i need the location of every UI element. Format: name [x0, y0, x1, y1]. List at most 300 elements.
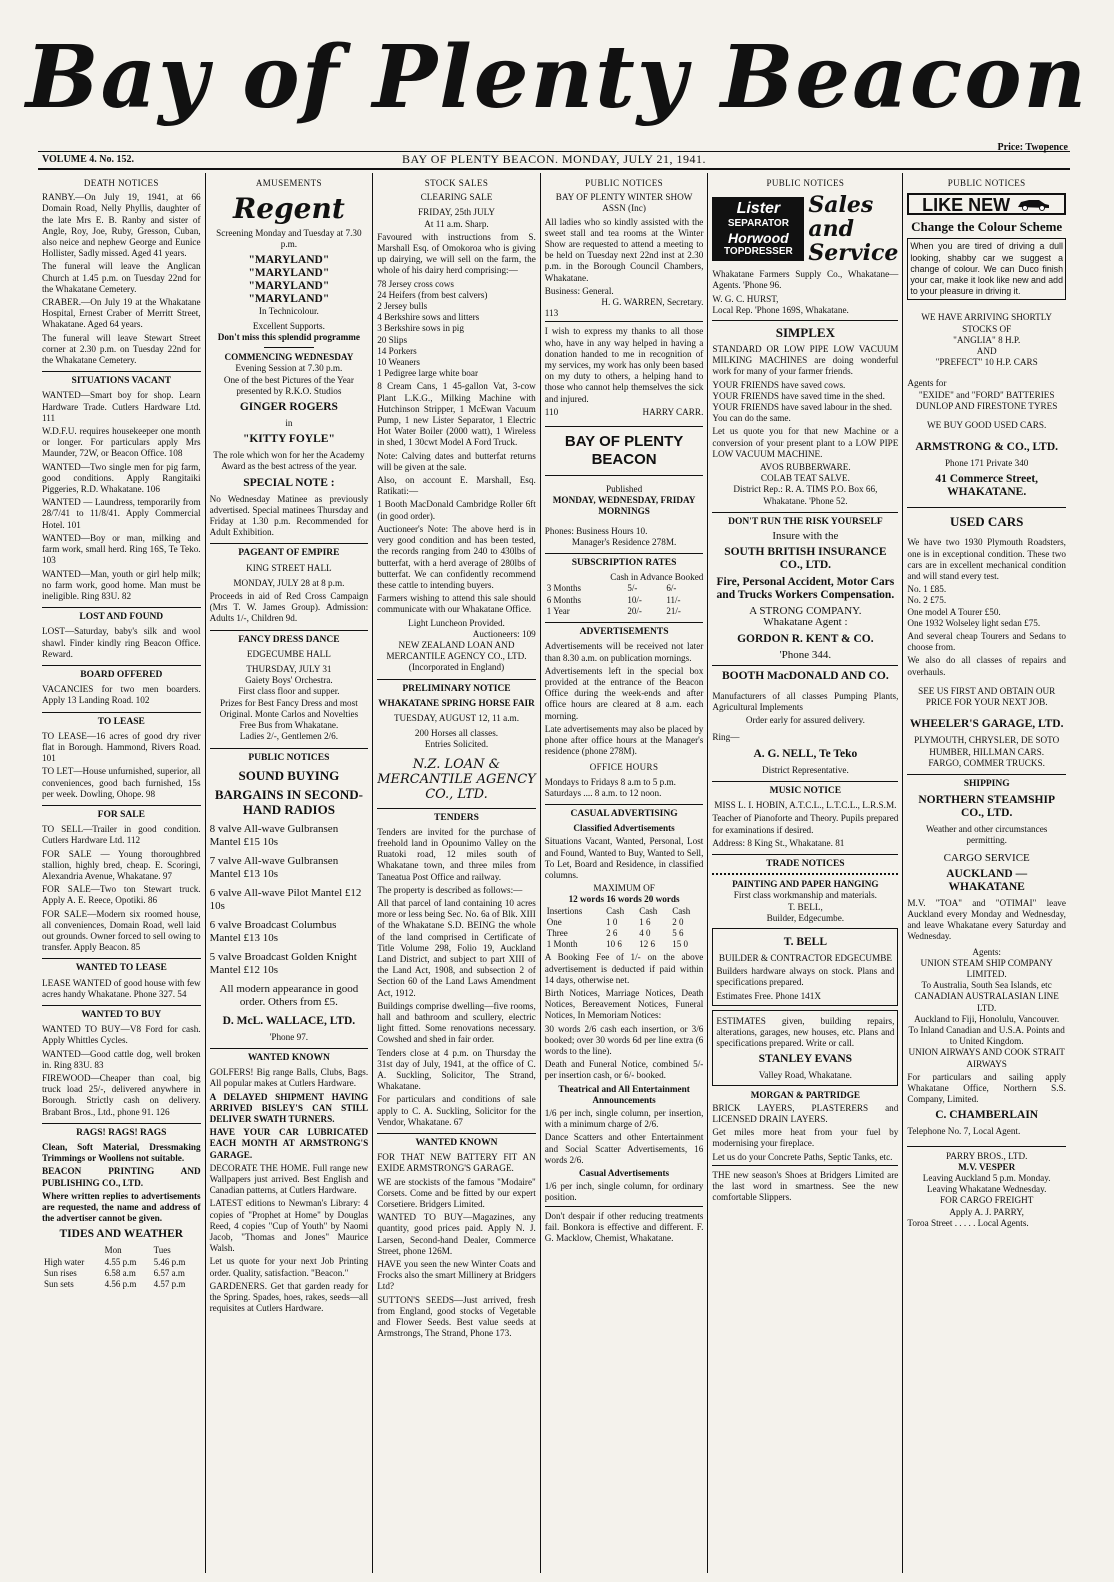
- lister-brand: Lister: [736, 200, 781, 218]
- casual-ads-rates: 1/6 per inch, single column, for ordinary position.: [544, 1181, 704, 1203]
- stock-item: 3 Berkshire sows in pig: [377, 323, 464, 334]
- ins-cell: 12 6: [639, 939, 655, 950]
- tbell-text: Builders hardware always on stock. Plans and specifications prepared.: [716, 966, 895, 988]
- evans-box: [712, 1010, 898, 1086]
- dateline: BAY OF PLENTY BEACON. MONDAY, JULY 21, 1941.: [401, 152, 707, 166]
- tbell-box: [712, 928, 898, 1006]
- sale-note: Note: Calving dates and butterfat returns will be given at the sale.: [377, 450, 536, 472]
- ad-lost1: LOST—Saturday, baby's silk and wool shawl. Finder kindly ring Beacon Office. Reward.: [42, 626, 201, 659]
- ad-wlease1: LEASE WANTED of good house with few acres handy Whakatane. Phone 327. 54: [42, 977, 201, 999]
- ins-cell: Cash: [639, 905, 658, 916]
- winter-show-text: All ladies who so kindly assisted with the sweet stall and tea rooms at the Winter Show are requested to attend a meeting to be held on Tuesday next 22nd inst at 2.30 p.m. in the Borough Council Chambers, Whakatane.: [544, 216, 704, 283]
- agents-label: Agents:: [972, 946, 1001, 957]
- northern-steamship: NORTHERN STEAMSHIP CO., LTD.: [918, 794, 1055, 820]
- union-steam: UNION STEAM SHIP COMPANY LIMITED.: [920, 957, 1053, 979]
- stock-item: 4 Berkshire sows and litters: [377, 312, 480, 323]
- rate-cell: 5/-: [627, 583, 638, 594]
- rate-cell: 6 Months: [546, 594, 582, 605]
- chamberlain-phone: Telephone No. 7, Local Agent.: [907, 1126, 1021, 1137]
- death-notices-heading: DEATH NOTICES: [83, 178, 159, 188]
- ad-lubricated: HAVE YOUR CAR LUBRICATED EACH MONTH AT ARMSTRONG'S GARAGE.: [209, 1127, 369, 1160]
- morgan-partridge: MORGAN & PARTRIDGE: [750, 1089, 860, 1100]
- auctioneers-label: Auctioneers: 109: [472, 628, 536, 639]
- wheeler-trucks: FARGO, COMMER TRUCKS.: [928, 757, 1045, 768]
- beacon-printing: BEACON PRINTING AND PUBLISHING CO., LTD.: [42, 1166, 201, 1188]
- ins-cell: 5 6: [672, 927, 684, 938]
- pageant-proceeds: Proceeds in aid of Red Cross Campaign (Mrs T. W. James Group). Admission: Adults 1/-, Children 9d.: [209, 591, 369, 624]
- sailing-particulars: For particulars and sailing apply Whakatane Office, Northern S.S. Company, Limited.: [907, 1071, 1066, 1105]
- friends-labour: YOUR FRIENDS have saved labour in the shed.: [712, 402, 893, 413]
- stock-item: 24 Heifers (from best calvers): [377, 289, 488, 300]
- inland-route: To Inland Canadian and U.S.A. Points and to United Kingdom.: [908, 1024, 1065, 1047]
- islands: To Australia, South Sea Islands, etc: [921, 980, 1052, 991]
- situations-heading: SITUATIONS VACANT: [42, 371, 201, 387]
- to-lease-heading: TO LEASE: [42, 712, 201, 728]
- parry-apply: Apply A. J. PARRY,: [949, 1206, 1024, 1217]
- ad-sale1: TO SELL—Trailer in good condition. Cutlers Hardware Ltd. 112: [42, 824, 201, 846]
- rate-cell: 10/-: [627, 594, 642, 605]
- rags-text: Clean, Soft Material, Dressmaking Trimmings or Woollens not suitable.: [42, 1142, 201, 1164]
- replies-note: Where written replies to advertisements are requested, the name and address of the advertiser cannot be given.: [42, 1190, 201, 1224]
- lister-logo: [712, 197, 804, 261]
- lister-ad: [712, 193, 898, 265]
- ad-sit3: WANTED—Two single men for pig farm, good conditions. Apply Rangitaiki Piggeries, R.D. Whakatane. 106: [42, 461, 201, 495]
- tbell-name: T. BELL: [783, 935, 827, 948]
- beacon-banner: BAY OF PLENTY BEACON: [545, 426, 704, 476]
- ad-sit4: WANTED — Laundress, temporarily from 28/7/41 to 11/8/41. Apply Commercial Hotel. 101: [42, 497, 201, 530]
- rate-cell: 3 Months: [546, 583, 582, 594]
- car-no1: No. 1 £85.: [907, 584, 947, 595]
- carr-sign: [545, 407, 704, 418]
- avos: AVOS RUBBERWARE.: [760, 462, 851, 473]
- classified-text: Situations Vacant, Wanted, Personal, Lost and Found, Wanted to Buy, Wanted to Sell, To Let, Board and Residence, in classified columns.: [544, 836, 704, 880]
- repairs: We also do all classes of repairs and overhauls.: [907, 655, 1066, 677]
- sale-favoured: Favoured with instructions from S. Marshall Esq. of Omokoroa who is giving up dairying, we will sell on the farm, the whole of his dairy herd comprising:—: [377, 231, 536, 276]
- wanted-buy-heading: WANTED TO BUY: [42, 1005, 201, 1021]
- ins-cell: Three: [546, 927, 568, 938]
- ins-cell: 10 6: [606, 939, 622, 950]
- dance-rates: Dance Scatters and other Entertainment and Social Scatter Advertisements, 16 words 2/6.: [544, 1132, 704, 1165]
- wheeler-name: WHEELER'S GARAGE, LTD.: [909, 718, 1064, 731]
- ad-sit6: WANTED—Man, youth or girl help milk; no farm work, good home. Man must be ineligible. Ring 83U. 82: [42, 568, 201, 601]
- notice-ranby-funeral: The funeral will leave the Anglican Church at 1.45 p.m. on Tuesday 22nd for the Whakatane Cemetery.: [42, 261, 201, 294]
- words-label: 12 words 16 words 20 words: [568, 894, 680, 905]
- tenders-property: The property is described as follows:—: [377, 884, 523, 895]
- painting-heading: PAINTING AND PAPER HANGING: [712, 873, 898, 890]
- orchestra: Gaiety Boys' Orchestra.: [245, 675, 333, 686]
- clearing-sale: CLEARING SALE: [420, 192, 493, 203]
- car-no2: No. 2 £75.: [907, 595, 947, 606]
- south-british: SOUTH BRITISH INSURANCE CO., LTD.: [724, 546, 887, 572]
- tides-heading: TIDES AND WEATHER: [59, 1228, 184, 1241]
- tides-table: [42, 1245, 201, 1290]
- special-text: No Wednesday Matinee as previously advertised. Special matinees Thursday and Friday at 1.30 p.m. Recommended for Adult Exhibition.: [209, 493, 369, 538]
- ad-shoes: THE new season's Shoes at Bridgers Limited are the last word in smartness. See the new comfortable Slippers.: [712, 1165, 898, 1204]
- in-label: in: [285, 418, 293, 429]
- colour-scheme: Change the Colour Scheme: [911, 219, 1063, 235]
- classified-heading: Classified Advertisements: [573, 823, 675, 834]
- booth-manufacturers: Manufacturers of all classes Pumping Plants, Agricultural Implements: [712, 690, 899, 713]
- bell-name: T. BELL,: [787, 901, 823, 912]
- armstrong-phone: Phone 171 Private 340: [944, 458, 1029, 469]
- office-weekdays: Mondays to Fridays 8 a.m to 5 p.m.: [544, 776, 676, 787]
- exide-ford: "EXIDE" and "FORD" BATTERIES: [918, 389, 1055, 400]
- ad-magazines: WANTED TO BUY—Magazines, any quantity, good prices paid. Apply N. J. Larsen, Second-hand Dealer, Commerce Street, phone 126M.: [377, 1212, 536, 1256]
- nz-loan-logo: N.Z. LOAN & MERCANTILE AGENCY CO., LTD.: [377, 756, 536, 802]
- trade-notices-heading: TRADE NOTICES: [712, 854, 898, 870]
- ins-cell: 1 0: [606, 916, 618, 927]
- farmers-attend: Farmers wishing to attend this sale should communicate with our Whakatane Office.: [377, 593, 536, 615]
- sound-buying: SOUND BUYING: [238, 767, 340, 783]
- subscription-heading: SUBSCRIPTION RATES: [545, 553, 704, 569]
- casual-heading: CASUAL ADVERTISING: [545, 804, 704, 820]
- divider: [264, 347, 314, 348]
- rate-cell: 11/-: [666, 594, 681, 605]
- columns: [38, 173, 1070, 1573]
- ins-cell: Insertions: [546, 905, 583, 916]
- theatrical-heading: Theatrical and All Entertainment Announcements: [558, 1083, 690, 1105]
- wanted-known-heading: WANTED KNOWN: [377, 1133, 536, 1149]
- wheeler-makes: PLYMOUTH, CHRYSLER, DE SOTO HUMBER, HILLMAN CARS.: [914, 735, 1060, 757]
- radio-item: 7 valve All-wave Gulbransen Mantel £13 10s: [209, 854, 339, 880]
- masthead-title: Bay of Plenty Beacon: [25, 27, 1089, 128]
- rate-cell: 20/-: [627, 605, 642, 616]
- king-street-hall: KING STREET HALL: [246, 562, 332, 573]
- tenders-parcel: All that parcel of land containing 10 acres more or less being Sec. No. 6a of Blk. XIII of the Whakatane S.D. BEING the whole of the land comprised in Certificate of Title Volume 298, Folio 19, Auckland Land District, and subject to part XIII of the Land Act, 1908, and subsection 2 of Section 60 of the Land Laws Amendment Act, 1912.: [377, 897, 536, 998]
- ad-golfers: GOLFERS! Big range Balls, Clubs, Bags. All popular makes at Cutlers Hardware.: [209, 1067, 369, 1089]
- column-3: [372, 173, 540, 1573]
- car-wolseley: One 1932 Wolseley light sedan £75.: [907, 617, 1041, 628]
- wallace-name: D. McL. WALLACE, LTD.: [222, 1014, 356, 1027]
- regent-logo: Regent: [233, 192, 345, 226]
- sale-equipment: 8 Cream Cans, 1 45-gallon Vat, 3-cow Plant L.K.G., Milking Machine with Hutchinson Stripper, 1 McEwan Vacuum Pump, 1 new Lister Separator, 1 Electric Hot Water Boiler (2000 watt), 1 Wireless in shed, 1 30cwt Model A Ford Truck.: [377, 381, 536, 448]
- notice-ranby: RANBY.—On July 19, 1941, at 66 Domain Road, Nelly Phyllis, daughter of the late Mrs E. B. Ranby and sister of Angle, Roy, Joe, Ruby, Gresson, Cuban, also neice and nephew George and Eunice Hollister, Sadly missed. Aged 41 years.: [42, 192, 201, 259]
- ring-label: Ring—: [712, 732, 740, 743]
- radio-item: 8 valve All-wave Gulbransen Mantel £15 10s: [209, 822, 339, 848]
- ad-decorate: DECORATE THE HOME. Full range new Wallpapers just arrived. Best English and Canadian patterns, at Cutlers Hardware.: [209, 1162, 369, 1196]
- kitty-foyle: "KITTY FOYLE": [242, 433, 335, 446]
- ad-wbuy2: WANTED—Good cattle dog, well broken in. Ring 83U. 83: [42, 1048, 201, 1070]
- ad-sit2: W.D.F.U. requires housekeeper one month or longer. For particulars apply Mrs Maunder, 72W, or Beacon Office. 108: [42, 426, 201, 459]
- public-notices-heading: PUBLIC NOTICES: [947, 178, 1026, 188]
- tides-cell: 4.55 p.m: [104, 1256, 137, 1267]
- vesper-schedule: Leaving Auckland 5 p.m. Monday. Leaving Whakatane Wednesday.: [922, 1172, 1051, 1195]
- fiji-route: Auckland to Fiji, Honolulu, Vancouver.: [914, 1013, 1060, 1024]
- horse-fair: WHAKATANE SPRING HORSE FAIR: [378, 697, 535, 708]
- publishing-days: MONDAY, WEDNESDAY, FRIDAY MORNINGS: [552, 495, 696, 517]
- cargo-service: CARGO SERVICE: [943, 851, 1030, 864]
- ins-cell: 15 0: [672, 939, 689, 950]
- warren-number: 113: [544, 308, 559, 319]
- office-saturdays: Saturdays .... 8 a.m. to 12 noon.: [544, 787, 662, 798]
- maximum-label: MAXIMUM OF: [593, 883, 655, 894]
- kent-name: GORDON R. KENT & CO.: [737, 632, 874, 645]
- maryland-title: "MARYLAND": [248, 253, 330, 266]
- parry-bros: PARRY BROS., LTD.: [907, 1146, 1066, 1162]
- stock-item: 2 Jersey bulls: [377, 301, 428, 312]
- ad-printing: Let us quote for your next Job Printing order. Quality, satisfaction. "Beacon.": [209, 1256, 369, 1278]
- notice-craber-funeral: The funeral will leave Stewart Street corner at 2.30 p.m. on Tuesday 22nd for the Whakatane Cemetery.: [42, 332, 201, 366]
- board-heading: BOARD OFFERED: [42, 665, 201, 681]
- technicolour: In Technicolour.: [258, 305, 319, 316]
- advertisements-heading: ADVERTISEMENTS: [545, 622, 704, 638]
- hobin-teacher: Teacher of Pianoforte and Theory. Pupils prepared for examinations if desired.: [712, 813, 899, 835]
- sale-also: Also, on account E. Marshall, Esq. Ratikati:—: [377, 475, 536, 497]
- nell-rep: District Representative.: [762, 764, 849, 775]
- lost-heading: LOST AND FOUND: [42, 607, 201, 623]
- car-tourer: One model A Tourer £50.: [907, 606, 1001, 617]
- nell-name: A. G. NELL, Te Teko: [753, 747, 858, 760]
- kitty-desc: The role which won for her the Academy Award as the best actress of the year.: [213, 450, 365, 472]
- commencing: COMMENCING WEDNESDAY: [224, 352, 354, 363]
- and-label: AND: [976, 346, 997, 357]
- ad-board1: VACANCIES for two men boarders. Apply 13 Landing Road. 102: [42, 684, 201, 706]
- mv-vesper: M.V. VESPER: [958, 1161, 1016, 1172]
- fancy-dress-heading: FANCY DRESS DANCE: [210, 630, 369, 646]
- we-buy: WE BUY GOOD USED CARS.: [926, 420, 1047, 431]
- special-note: SPECIAL NOTE :: [243, 476, 335, 489]
- rate-cell: 21/-: [666, 605, 681, 616]
- radio-note: All modern appearance in good order. Others from £5.: [219, 982, 359, 1008]
- stock-sales-heading: STOCK SALES: [424, 178, 489, 188]
- luncheon: Light Luncheon Provided.: [408, 617, 505, 628]
- maryland-title: "MARYLAND": [248, 279, 330, 292]
- hobin-name: MISS L. I. HOBIN, A.T.C.L., L.T.C.L., L.R.S.M.: [714, 800, 897, 811]
- radio-item: 6 valve All-wave Pilot Mantel £12 10s: [209, 886, 362, 912]
- friends-time: YOUR FRIENDS have saved time in the shed.: [712, 390, 885, 401]
- tides-cell: 6.57 a.m: [153, 1267, 185, 1278]
- colour-text: When you are tired of driving a dull looking, shabby car we suggest a change of colour. We can Duco finish your car, make it look like new and add to your pleasure in driving it.: [907, 238, 1066, 300]
- hurst-name: W. G. C. HURST,: [712, 293, 779, 304]
- ad-seeds: SUTTON'S SEEDS—Just arrived, fresh from England, good stocks of Vegetable and Flower Seeds. Best value seeds at Armstrongs, The Strand, Phone 173.: [377, 1294, 536, 1339]
- ad-wbuy1: WANTED TO BUY—V8 Ford for cash. Apply Whittles Cycles.: [42, 1024, 201, 1046]
- bell-location: Builder, Edgecumbe.: [766, 912, 845, 923]
- nz-loan-name: NEW ZEALAND LOAN AND MERCANTILE AGENCY CO., LTD. (Incorporated in England): [386, 639, 527, 673]
- risk-heading: DON'T RUN THE RISK YOURSELF: [712, 512, 898, 528]
- ads-rule2: Advertisements left in the special box provided at the entrance of the Beacon Office during the week-ends and after office hours are cleared at 8 a.m. each morning.: [544, 665, 704, 721]
- insure-with: Insure with the: [772, 530, 839, 543]
- evans-text: ESTIMATES given, building repairs, alterations, garages, new houses, etc. Plans and specifications prepared. Write or call.: [716, 1015, 895, 1049]
- info-bar: [38, 151, 1070, 170]
- supports: Excellent Supports.: [252, 320, 325, 331]
- dance-date: THURSDAY, JULY 31: [246, 664, 332, 675]
- arriving: WE HAVE ARRIVING SHORTLY STOCKS OF: [921, 312, 1053, 334]
- evening-session: Evening Session at 7.30 p.m.: [235, 363, 343, 374]
- union-airways: UNION AIRWAYS AND COOK STRAIT AIRWAYS: [908, 1047, 1065, 1069]
- thanks-text: I wish to express my thanks to all those who, have in any way helped in having a donation handed to me in recognition of my services, my work has only been based on my duty to others, a helping hand to those who cannot help themselves the sick and injured.: [545, 321, 704, 404]
- free-bus: Free Bus from Whakatane.: [239, 720, 339, 731]
- for-sale-heading: FOR SALE: [42, 805, 201, 821]
- booking-fee: A Booking Fee of 1/- on the above advertisement is deducted if paid within 14 days, otherwise net.: [544, 952, 704, 985]
- evans-address: Valley Road, Whakatane.: [758, 1070, 852, 1081]
- pageant-heading: PAGEANT OF EMPIRE: [210, 543, 369, 559]
- evans-name: STANLEY EVANS: [758, 1053, 853, 1066]
- sales-service-slogan: Sales and Service: [808, 192, 899, 267]
- ins-cell: 4 0: [639, 927, 651, 938]
- tides-cell: 4.56 p.m: [104, 1279, 137, 1290]
- ads-rule1: Advertisements will be received not later than 8.30 a.m. on publication mornings.: [544, 641, 704, 663]
- radio-item: 5 valve Broadcast Golden Knight Mantel £12 10s: [209, 950, 357, 976]
- preliminary-notice: PRELIMINARY NOTICE: [377, 679, 536, 695]
- ins-cell: 1 6: [639, 916, 651, 927]
- ad-sit1: WANTED—Smart boy for shop. Learn Hardware Trade. Cutlers Hardware Ltd. 111: [42, 390, 201, 423]
- like-new-banner: [907, 193, 1066, 215]
- column-6: [902, 173, 1070, 1573]
- admission: Ladies 2/-, Gentlemen 2/6.: [239, 731, 338, 742]
- simplex-heading: SIMPLEX: [712, 320, 898, 340]
- phones-manager: Manager's Residence 278M.: [571, 536, 677, 547]
- cash-booked: Cash in Advance Booked: [610, 572, 704, 583]
- rags-heading: RAGS! RAGS! RAGS: [42, 1123, 201, 1139]
- see-us: SEE US FIRST AND OBTAIN OUR PRICE FOR YOUR NEXT JOB.: [918, 685, 1056, 708]
- horwood-brand: Horwood: [728, 230, 789, 247]
- published-label: Published: [605, 484, 643, 495]
- agents-for: Agents for: [907, 378, 947, 389]
- screening-text: Screening Monday and Tuesday at 7.30 p.m.: [216, 228, 362, 250]
- dunlop: DUNLOP AND FIRESTONE TYRES: [915, 400, 1058, 411]
- sale-roller: 1 Booth MacDonald Cambridge Roller 6ft (in good order).: [377, 499, 536, 521]
- heat-text: Get miles more heat from your fuel by modernising your fireplace.: [712, 1127, 899, 1149]
- ins-cell: 2 0: [672, 916, 684, 927]
- column-1: [38, 173, 205, 1573]
- car-icon: [1015, 195, 1051, 215]
- strong-company: A STRONG COMPANY.: [749, 605, 862, 618]
- dont-miss: Don't miss this splendid programme: [217, 332, 361, 343]
- canadian-line: CANADIAN AUSTRALASIAN LINE LTD.: [914, 991, 1059, 1013]
- subscription-table: [545, 583, 704, 617]
- auckland-whakatane: AUCKLAND — WHAKATANE: [946, 867, 1028, 893]
- ins-cell: 2 6: [606, 927, 618, 938]
- whakatane-agent: Whakatane Agent :: [763, 616, 848, 629]
- death-rates: Death and Funeral Notice, combined 5/- per insertion cash, or 6/- booked.: [544, 1059, 704, 1081]
- farmers-supply: Whakatane Farmers Supply Co., Whakatane—Agents. 'Phone 96.: [712, 269, 899, 291]
- column-4: [540, 173, 708, 1573]
- business-general: Business: General.: [544, 285, 614, 296]
- booth-macdonald: BOOTH MacDONALD AND CO.: [712, 665, 898, 683]
- colab: COLAB TEAT SALVE.: [760, 473, 850, 484]
- rate-cell: 1 Year: [546, 605, 570, 616]
- stock-item: 14 Porkers: [377, 345, 417, 356]
- anglia: "ANGLIA" 8 H.P.: [953, 334, 1021, 345]
- stock-list: [377, 279, 536, 380]
- used-cars-heading: USED CARS: [907, 507, 1066, 529]
- carr-name: HARRY CARR.: [642, 406, 704, 417]
- tides-row-label: High water: [44, 1256, 85, 1267]
- booth-order: Order early for assured delivery.: [745, 715, 865, 726]
- tbell-estimates: Estimates Free. Phone 141X: [716, 990, 821, 1001]
- stock-item: 20 Slips: [377, 334, 408, 345]
- armstrong-address: 41 Commerce Street, WHAKATANE.: [935, 473, 1039, 499]
- tenders-heading: TENDERS: [377, 808, 536, 824]
- auctioneers-note: Auctioneer's Note: The above herd is in very good condition and has been tested, the records ranging from 240 to 430lbs of butterfat, with a herd average of 280lbs of butterfat. We can confidently recommend these cattle to intending buyers.: [377, 523, 536, 590]
- kent-phone: 'Phone 344.: [779, 648, 832, 661]
- plymouth-text: We have two 1930 Plymouth Roadsters, one is in exceptional condition. These two cars are in excellent mechanical condition and will stand every test.: [907, 537, 1066, 582]
- ad-sale3: FOR SALE—Two ton Stewart truck. Apply A. E. Reece, Opotiki. 86: [42, 884, 201, 906]
- painting-text: First class workmanship and materials.: [733, 890, 877, 901]
- edgecumbe-hall: EDGECUMBE HALL: [246, 648, 331, 659]
- prefect: "PREFECT" 10 H.P. CARS: [935, 357, 1038, 368]
- ads-rule3: Late advertisements may also be placed by phone after office hours at the Manager's residence (phone 278M).: [544, 723, 704, 757]
- several-cheap: And several cheap Tourers and Sedans to choose from.: [907, 631, 1066, 653]
- horse-fair-date: TUESDAY, AUGUST 12, 11 a.m.: [393, 712, 520, 723]
- public-notices-heading: PUBLIC NOTICES: [210, 748, 369, 764]
- stock-item: 78 Jersey cross cows: [377, 278, 454, 289]
- tenders-buildings: Buildings comprise dwelling—five rooms, hall and bathroom and scullery, electric light fitted. Some renovations necessary. Cowshed and shed in fair order.: [377, 1000, 536, 1045]
- ins-cell: Cash: [672, 905, 691, 916]
- price-label: Price: Twopence: [997, 142, 1068, 153]
- cargo-freight: FOR CARGO FREIGHT: [939, 1195, 1034, 1206]
- radio-list: [210, 823, 369, 1009]
- casual-ads-heading: Casual Advertisements: [579, 1168, 670, 1179]
- ad-wbuy3: FIREWOOD—Cheaper than coal, big truck load 25/-, delivered anywhere in Borough. Strictly cash on delivery. Brabant Bros., Ltd., phone 91. 126: [42, 1073, 201, 1117]
- horse-count: 200 Horses all classes.: [414, 728, 499, 739]
- friends-cows: YOUR FRIENDS have saved cows.: [712, 379, 846, 390]
- music-heading: MUSIC NOTICE: [712, 781, 898, 797]
- maryland-title: "MARYLAND": [248, 266, 330, 279]
- lister-separator: SEPARATOR: [727, 218, 789, 230]
- like-new-text: LIKE NEW: [922, 195, 1011, 216]
- toroa-street: Toroa Street . . . . . Local Agents.: [907, 1217, 1029, 1228]
- ins-cell: 1 Month: [546, 939, 578, 950]
- ad-sale2: FOR SALE — Young thoroughbred stallion, highly bred, cheap. E. Scoringi, Alexandria Avenue, Whakatane. 97: [42, 848, 201, 881]
- office-hours-heading: OFFICE HOURS: [589, 762, 659, 773]
- shipping-heading: SHIPPING: [907, 774, 1066, 790]
- ginger-rogers: GINGER ROGERS: [239, 401, 338, 414]
- simplex-quote: Let us quote you for that new Machine or a conversion of your present plant to a LOW PIPE LOW VACUUM MACHINE.: [712, 426, 899, 459]
- phones-business: Phones: Business Hours 10.: [544, 525, 648, 536]
- can-do: You can do the same.: [712, 413, 791, 424]
- theatrical-rates: 1/6 per inch, single column, per insertion, with a minimum charge of 2/6.: [544, 1108, 704, 1130]
- insurance-types: Fire, Personal Accident, Motor Cars and Trucks Workers Compensation.: [716, 576, 895, 602]
- amusements-heading: AMUSEMENTS: [255, 178, 322, 188]
- birth-notices: Birth Notices, Marriage Notices, Death Notices, Bereavement Notices, Funeral Notices, In Memoriam Notices:: [544, 987, 704, 1021]
- ins-cell: Cash: [606, 905, 625, 916]
- insertion-table: [545, 906, 704, 951]
- notice-craber: CRABER.—On July 19 at the Whakatane Hospital, Ernest Craber of Merritt Street, Whakatane. Aged 64 years.: [42, 297, 201, 330]
- ad-bonkora: Don't despair if other reducing treatments fail. Bonkora is effective and different. F. G. Macklow, Chemist, Whakatane.: [545, 1206, 704, 1245]
- warren-sign: H. G. WARREN, Secretary.: [601, 297, 704, 308]
- tides-cell: 6.58 a.m: [104, 1267, 136, 1278]
- ad-lease1: TO LEASE—16 acres of good dry river flat in Borough. Hammond, Rivers Road. 101: [42, 730, 201, 764]
- ad-corsets: WE are stockists of the famous "Modaire" Corsets. Come and be fitted by our expert Corsetiere. Bridgers Limited.: [377, 1176, 536, 1210]
- sale-time: At 11 a.m. Sharp.: [424, 218, 489, 229]
- tbell-title: BUILDER & CONTRACTOR EDGECUMBE: [718, 952, 892, 963]
- ad-gardeners: GARDENERS. Get that garden ready for the Spring. Spades, hoes, rakes, seeds—all requisites at Cutlers Hardware.: [209, 1280, 369, 1314]
- tims-rep: District Rep.: R. A. TIMS P.O. Box 66, Whakatane. 'Phone 52.: [733, 484, 878, 506]
- tides-row-label: Sun sets: [44, 1279, 74, 1290]
- best-pictures: One of the best Pictures of the Year presented by R.K.O. Studios: [223, 374, 354, 396]
- ad-battery: FOR THAT NEW BATTERY FIT AN EXIDE ARMSTRONG'S GARAGE.: [377, 1152, 536, 1174]
- radio-item: 6 valve Broadcast Columbus Mantel £13 10s: [209, 918, 337, 944]
- maryland-title: "MARYLAND": [248, 292, 330, 305]
- hobin-address: Address: 8 King St., Whakatane. 81: [712, 837, 845, 848]
- rate-cell: 6/-: [666, 583, 677, 594]
- tides-col-mon: Mon: [104, 1245, 122, 1256]
- toa-otimai: M.V. "TOA" and "OTIMAI" leave Auckland every Monday and Wednesday, and leave Whakatane every Saturday and Wednesday.: [907, 897, 1066, 942]
- tides-cell: 5.46 p.m: [153, 1256, 186, 1267]
- bargains-heading: BARGAINS IN SECOND-HAND RADIOS: [214, 786, 363, 817]
- ins-cell: One: [546, 916, 562, 927]
- birth-rates: 30 words 2/6 cash each insertion, or 3/6 booked; over 30 words 6d per line extra (6 words to the line).: [544, 1023, 704, 1056]
- stock-item: 10 Weaners: [377, 357, 420, 368]
- carr-number: 110: [544, 406, 559, 417]
- public-notices-heading: PUBLIC NOTICES: [766, 178, 845, 188]
- concrete-text: Let us do your Concrete Paths, Septic Tanks, etc.: [712, 1151, 893, 1162]
- ad-coats: HAVE you seen the new Winter Coats and Frocks also the smart Millinery at Bridgers Ltd?: [377, 1259, 536, 1292]
- winter-show: BAY OF PLENTY WINTER SHOW ASSN (Inc): [555, 192, 693, 214]
- pageant-date: MONDAY, JULY 28 at 8 p.m.: [233, 577, 345, 588]
- ad-sale4: FOR SALE—Modern six roomed house, all conveniences, Domain Road, well laid out grounds. Owner forced to sell owing to transfer. Apply Beacon. 85: [42, 908, 201, 953]
